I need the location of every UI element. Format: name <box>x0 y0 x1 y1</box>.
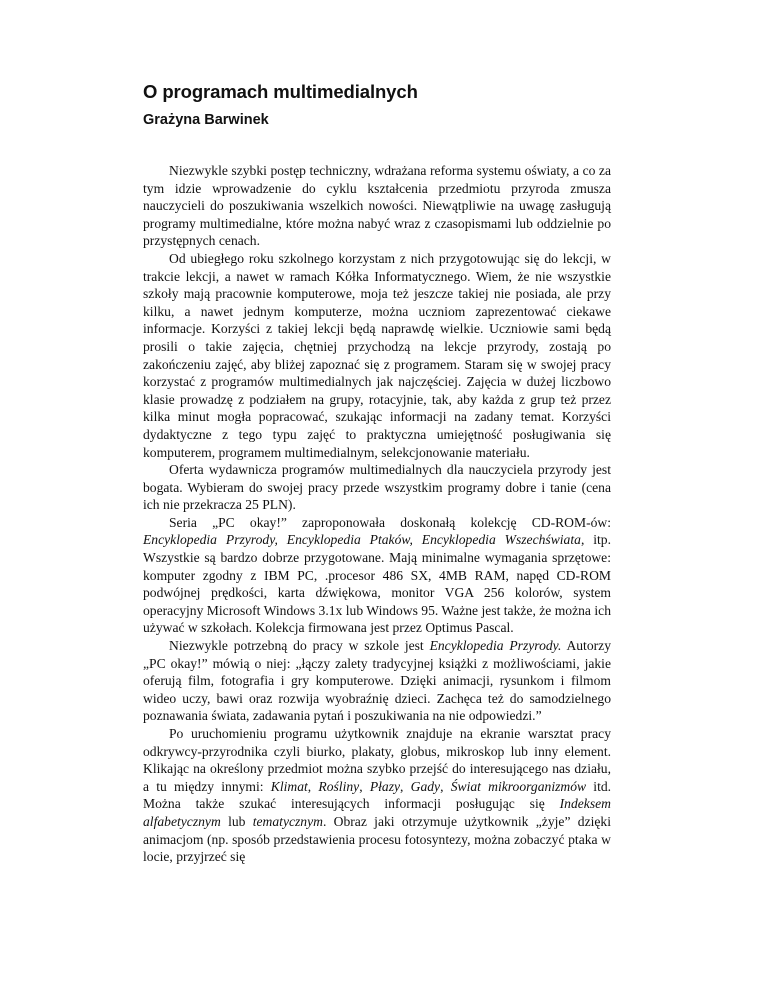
paragraph <box>143 725 611 866</box>
paragraph-text: lub <box>220 813 253 829</box>
article-title: O programach multimedialnych <box>143 81 418 102</box>
paragraph <box>143 250 611 461</box>
paragraph-text: , <box>359 778 370 794</box>
italic-title-text: Klimat <box>270 778 308 794</box>
paragraph-text: Niezwykle potrzebną do pracy w szkole jest <box>169 638 430 654</box>
paragraph-text: , <box>400 778 411 794</box>
paragraph-text: . Obraz jaki otrzymuje użytkownik „żyje” dzięki animacjom (np. sposób przedstawienia procesu fotosyntezy, można zobaczyć ptaka w locie, przyjrzeć się <box>143 813 611 865</box>
italic-title-text: Encyklopedia Przyrody, Encyklopedia Ptaków, Encyklopedia Wszechświata <box>143 532 581 548</box>
italic-title-text: Encyklopedia Przyrody. <box>429 638 562 654</box>
paragraph-text: Seria „PC okay!” zaproponowała doskonałą kolekcję CD-ROM-ów: <box>169 514 611 530</box>
paragraph <box>143 162 611 250</box>
article-author: Grażyna Barwinek <box>143 112 269 128</box>
paragraph <box>143 637 611 725</box>
paragraph <box>143 461 611 514</box>
paragraph <box>143 514 611 637</box>
italic-title-text: Rośliny <box>318 778 360 794</box>
italic-title-text: Gady <box>410 778 441 794</box>
paragraph-text: Od ubiegłego roku szkolnego korzystam z nich przygotowując się do lekcji, w trakcie lekcji, a nawet w ramach Kółka Informatycznego. Wiem, że nie wszystkie szkoły mają pracownie komputerowe, moja też jeszcze takiej nie posiada, ale przy kilku, a nawet jednym komputerze, można uczniom zaprezentować ciekawe informacje. Korzyści z takiej lekcji będą naprawdę wielkie. Uczniowie sami będą prosili o takie zajęcia, chętniej przychodzą na lekcje przyrody, zostają po zakończeniu zajęć, aby bliżej zapoznać się z programem. Staram się w swojej pracy korzystać z programów multimedialnych jak najczęściej. Zajęcia w dużej liczbowo klasie prowadzę z podziałem na grupy, rotacyjnie, tak, aby każda z grup też przez kilka minut mogła popracować, szukając informacji na zadany temat. Korzyści dydaktyczne z tego typu zajęć to praktyczna umiejętność posługiwania się komputerem, programem multimedialnym, selekcjonowanie materiału. <box>143 250 611 460</box>
paragraph-text: , <box>307 778 319 794</box>
paragraph-text: Po uruchomieniu programu użytkownik znajduje na ekranie warsztat pracy odkrywcy-przyrodnika czyli biurko, plakaty, globus, mikroskop lub inny element. Klikając na określony przedmiot można szybko przejść do interesującego nas działu, a tu między innymi: <box>143 726 611 794</box>
paragraph-text: , itp. Wszystkie są bardzo dobrze przygotowane. Mają minimalne wymagania sprzętowe: komputer zgodny z IBM PC, .procesor 486 SX, 4MB RAM, napęd CD-ROM podwójnej prędkości, karta dźwiękowa, monitor VGA 256 kolorów, system operacyjny Microsoft Windows 3.1x lub Windows 95. Ważne jest także, że można ich używać w szkołach. Kolekcja firmowana jest przez Optimus Pascal. <box>143 532 612 636</box>
paragraph-text: , <box>440 778 451 794</box>
italic-title-text: Płazy <box>369 778 401 794</box>
paragraph-text: Oferta wydawnicza programów multimedialnych dla nauczyciela przyrody jest bogata. Wybieram do swojej pracy przede wszystkim programy dobre i tanie (cena ich nie przekracza 25 PLN). <box>143 462 611 513</box>
paragraph-text: itd. Można także szukać interesujących informacji posługując się <box>143 778 612 812</box>
italic-title-text: tematycznym <box>252 813 323 829</box>
italic-title-text: Świat mikroorganizmów <box>450 778 587 794</box>
article-body <box>143 162 611 866</box>
italic-title-text: Indeksem alfabetycznym <box>143 796 611 829</box>
paragraph-text: Niezwykle szybki postęp techniczny, wdrażana reforma systemu oświaty, a co za tym idzie wprowadzenie do cyklu kształcenia przedmiotu przyroda zmusza nauczycieli do poszukiwania wszelkich nowości. Niewątpliwie na uwagę zasługują programy multimedialne, które można nabyć wraz z czasopismami lub oddzielnie po przystępnych cenach. <box>143 163 611 249</box>
article <box>143 80 611 866</box>
paragraph-text: Autorzy „PC okay!” mówią o niej: „łączy zalety tradycyjnej książki z możliwościami, jakie oferują film, fotografia i gry komputerowe. Dzięki animacji, rysunkom i filmom wideo uczy, bawi oraz rozwija wyobraźnię dzieci. Zachęca też do samodzielnego poznawania świata, zadawania pytań i poszukiwania na nie odpowiedzi.” <box>143 638 611 724</box>
